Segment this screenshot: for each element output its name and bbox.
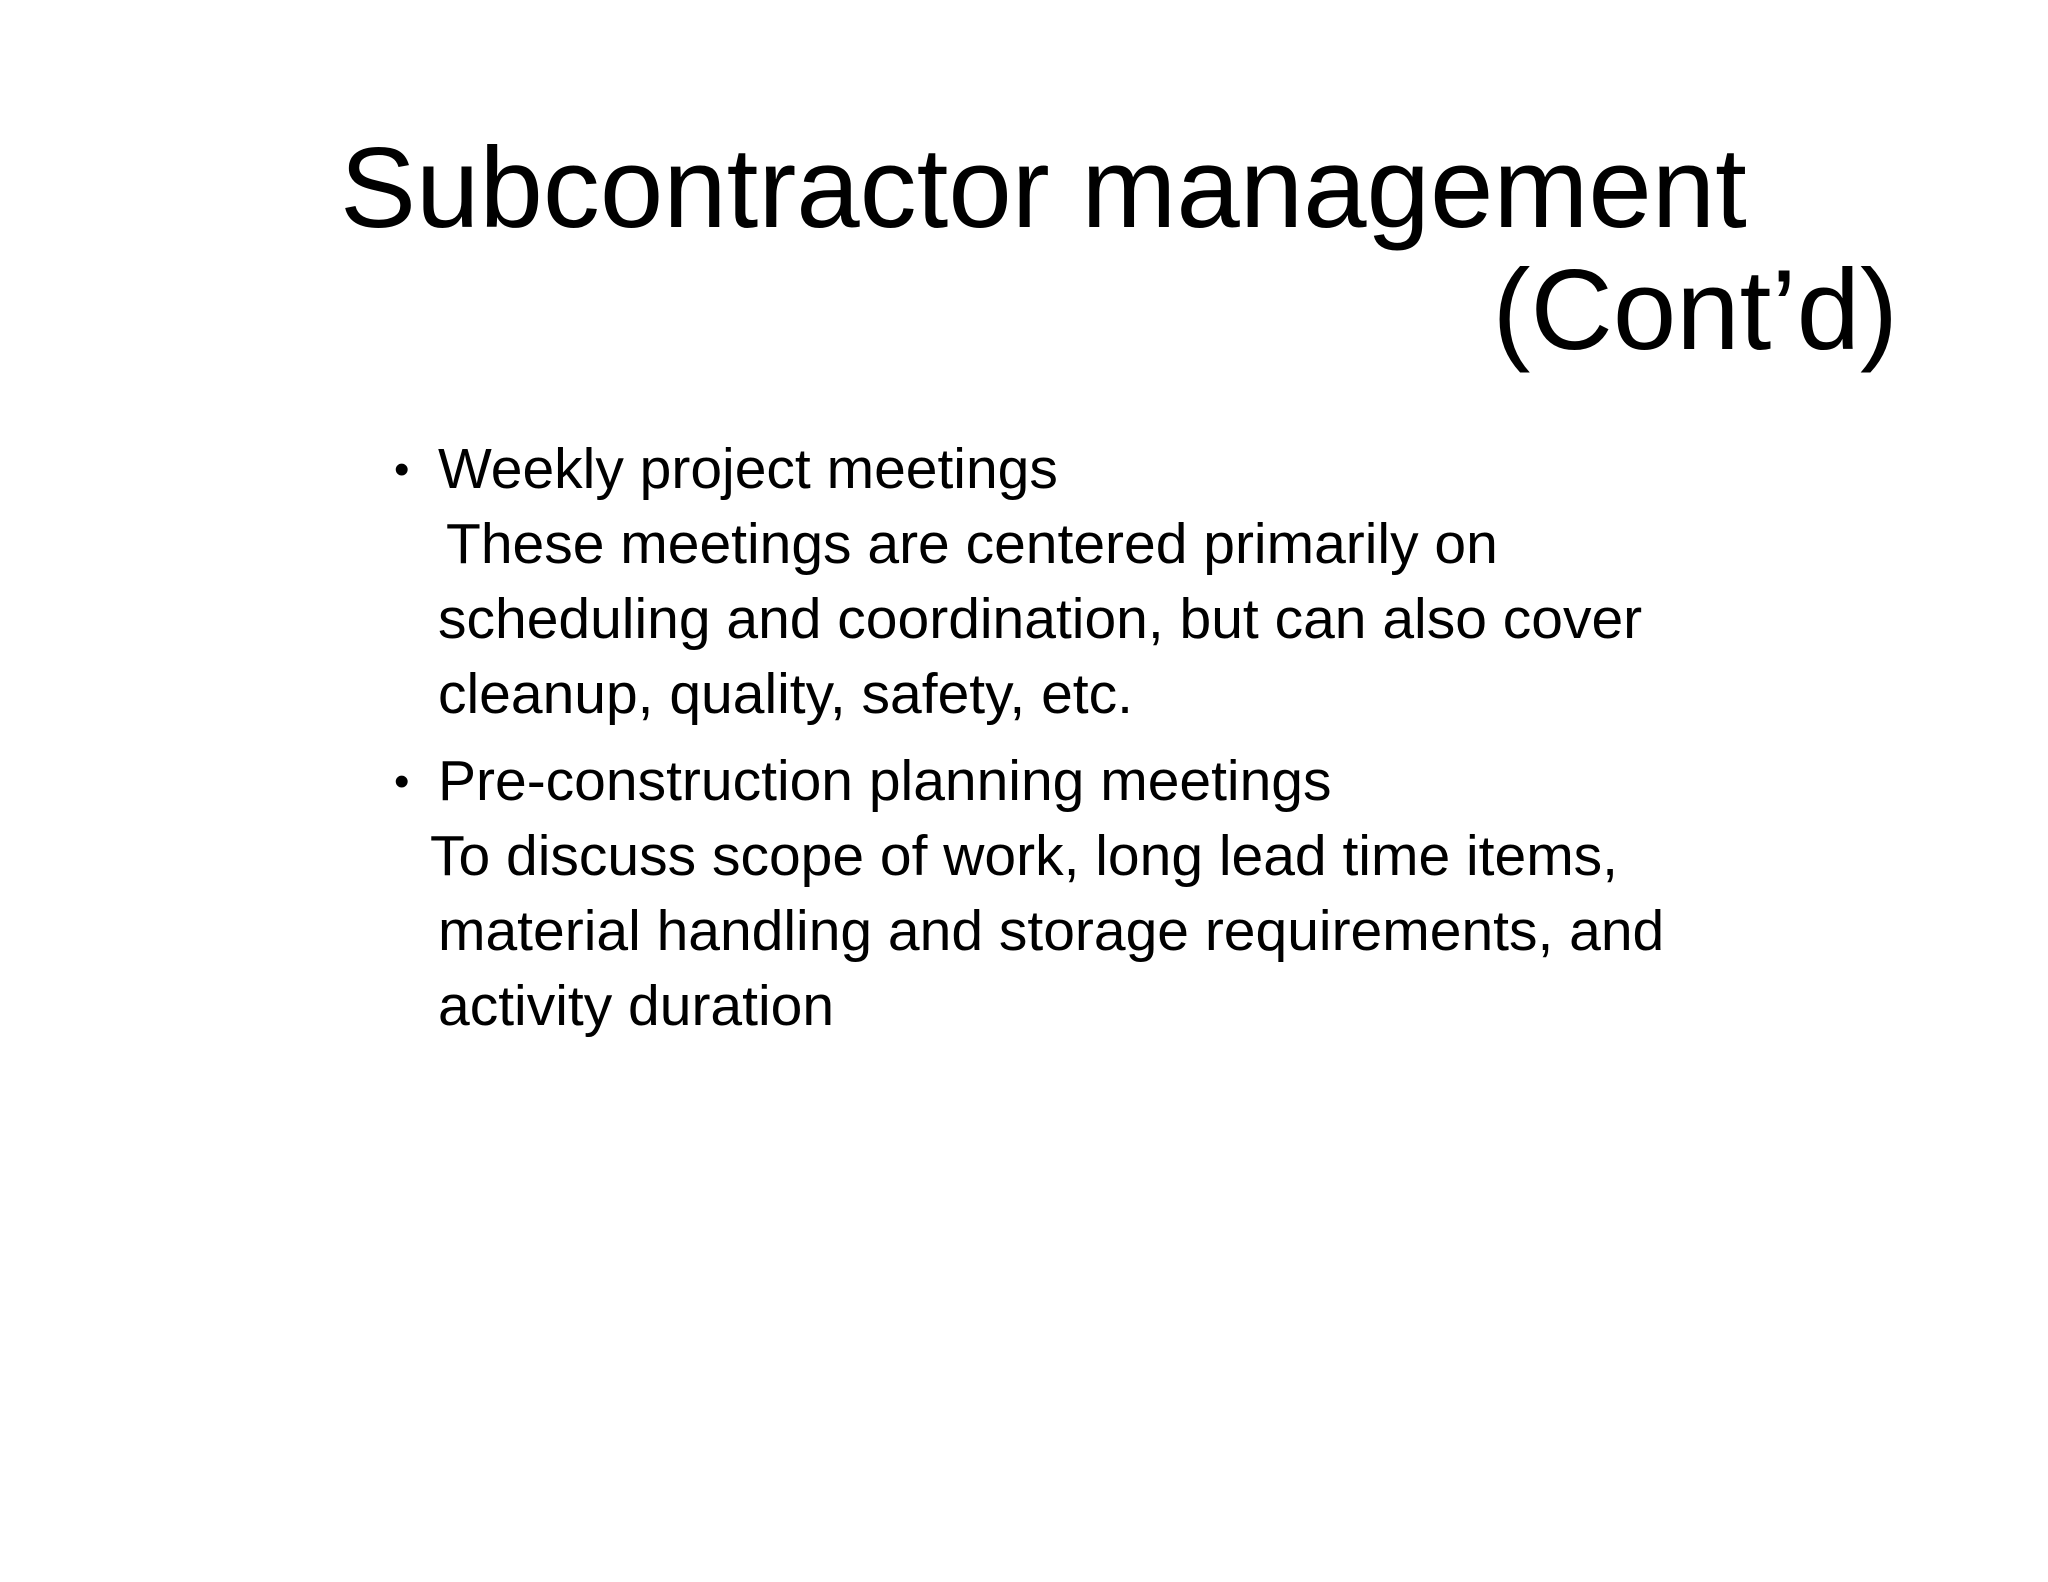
slide-title-line-2: (Cont’d) bbox=[1492, 247, 1898, 374]
detail-line: activity duration bbox=[438, 974, 835, 1038]
bullet-item-preconstruction-meetings bbox=[380, 744, 1900, 819]
slide-body bbox=[380, 432, 1900, 1044]
slide-title-line-1: Subcontractor management bbox=[340, 125, 1747, 252]
bullet-label: Pre-construction planning meetings bbox=[438, 749, 1332, 813]
detail-line: cleanup, quality, safety, etc. bbox=[438, 662, 1133, 726]
bullet-icon: • bbox=[394, 445, 410, 494]
bullet-detail-weekly-meetings bbox=[380, 507, 1838, 732]
bullet-detail-preconstruction-meetings bbox=[380, 819, 1838, 1044]
detail-line: To discuss scope of work, long lead time items, bbox=[430, 824, 1619, 888]
detail-line: material handling and storage requirements, and bbox=[438, 899, 1665, 963]
bullet-item-weekly-meetings bbox=[380, 432, 1900, 507]
bullet-icon: • bbox=[394, 757, 410, 806]
slide-title bbox=[340, 125, 1900, 374]
detail-line: scheduling and coordination, but can also cover bbox=[438, 587, 1643, 651]
detail-line: These meetings are centered primarily on bbox=[446, 512, 1498, 576]
bullet-label: Weekly project meetings bbox=[438, 437, 1058, 501]
